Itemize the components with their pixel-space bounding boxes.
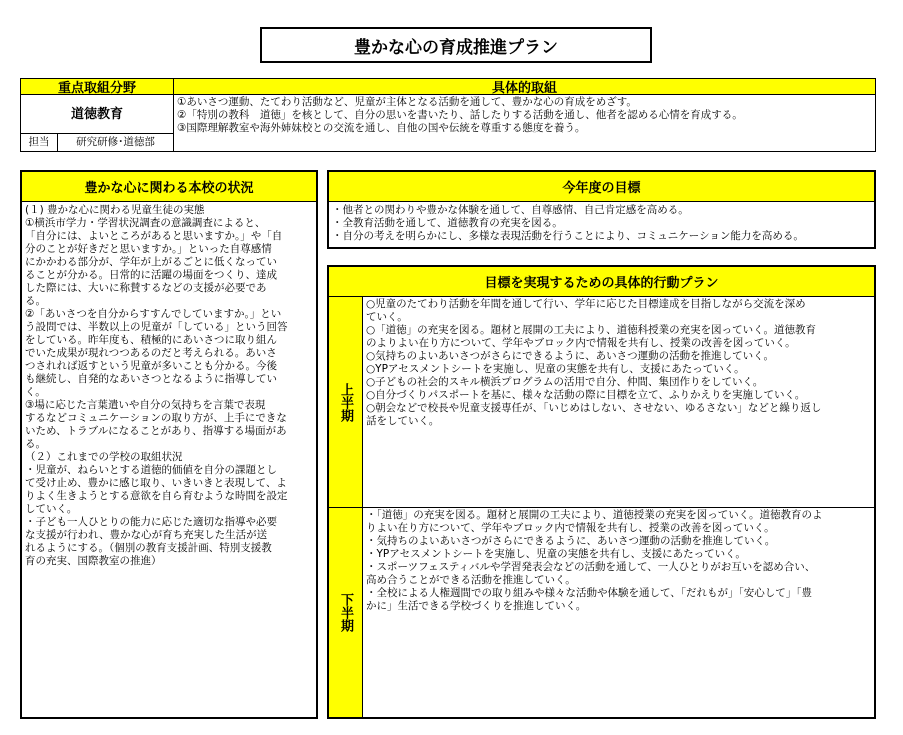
tanto-label: 担当 bbox=[20, 133, 58, 152]
action-item: ①あいさつ運動、たてわり活動など、児童が主体となる活動を通して、豊かな心の育成をめざす。 bbox=[177, 96, 637, 108]
text-line: ○子どもの社会的スキル横浜プログラムの活用で自分、仲間、集団作りをしていく。 bbox=[366, 376, 764, 388]
text-line: て受け止め、豊かに感じ取り、いきいきと表現して、よ bbox=[25, 477, 287, 489]
text-line: ○児童のたてわり活動を年間を通して行い、学年に応じた目標達成を目指しながら交流を深め bbox=[366, 298, 806, 310]
action-label: 具体的取組 bbox=[173, 78, 876, 95]
goal-item: ・他者との関わりや豊かな体験を通して、自尊感情、自己肯定感を高める。 bbox=[332, 204, 689, 216]
text-line: る。 bbox=[25, 438, 46, 450]
text-line: いため、トラブルになることがあり、指導する場面があ bbox=[25, 425, 287, 437]
text-line: く。 bbox=[25, 386, 46, 398]
text-line: ○「道徳」の充実を図る。題材と展開の工夫により、道徳科授業の充実を図っていく。道徳教育 bbox=[366, 324, 816, 336]
text-line: 育の充実、国際教室の推進） bbox=[25, 555, 162, 567]
text-line: していく。 bbox=[25, 503, 78, 515]
first-half-label: 上半期 bbox=[327, 296, 363, 508]
goals-heading: 今年度の目標 bbox=[327, 170, 876, 202]
text-line: ③場に応じた言葉遣いや自分の気持ちを言葉で表現 bbox=[25, 399, 266, 411]
text-line: ○朝会などで校長や児童支援専任が、「いじめはしない、させない、ゆるさない」などと繰り返し bbox=[366, 402, 822, 414]
area-value: 道徳教育 bbox=[20, 94, 174, 134]
text-line: 「自分には、よいところがあると思いますか。」や「自 bbox=[25, 230, 283, 242]
text-line: ・「道徳」の充実を図る。題材と展開の工夫により、道徳授業の充実を図っていく。道徳教育のよ bbox=[366, 509, 823, 521]
text-line: 分のことが好きだと思いますか。」といった自尊感情 bbox=[25, 243, 272, 255]
text-line: した際には、大いに称賛するなどの支援が必要であ bbox=[25, 282, 267, 294]
text-line: ②「あいさつを自分からすすんでしていますか。」とい bbox=[25, 308, 282, 320]
page-title: 豊かな心の育成推進プラン bbox=[260, 27, 652, 63]
text-line: ・全校による人権週間での取り組みや様々な活動や体験を通して、「だれもが」「安心して」「豊 bbox=[366, 587, 813, 599]
text-line: 高め合うことができる活動を推進していく。 bbox=[366, 574, 576, 586]
text-line: (１) 豊かな心に関わる児童生徒の実態 bbox=[25, 204, 205, 216]
goal-item: ・全教育活動を通して、道徳教育の充実を図る。 bbox=[332, 217, 563, 229]
text-line: ・スポーツフェスティバルや学習発表会などの活動を通して、一人ひとりがお互いを認め合い、 bbox=[366, 561, 816, 573]
goal-item: ・自分の考えを明らかにし、多様な表現活動を行うことにより、コミュニケーション能力を高める。 bbox=[332, 230, 804, 242]
second-half-plan bbox=[362, 507, 876, 719]
text-line: な支援が行われ、豊かな心が育ち充実した生活が送 bbox=[25, 529, 268, 541]
text-line: ることが分かる。日常的に活躍の場面をつくり、達成 bbox=[25, 269, 277, 281]
text-line: にかかわる部分が、学年が上がるごとに低くなってい bbox=[25, 256, 277, 268]
text-line: するなどコミュニケーションの取り方が、上手にできな bbox=[25, 412, 287, 424]
text-line: でいた成果が現れつつあるのだと考えられる。あいさ bbox=[25, 347, 277, 359]
tanto-value: 研究研修･道徳部 bbox=[57, 133, 174, 152]
action-item: ③国際理解教室や海外姉妹校との交流を通し、自他の国や伝統を尊重する態度を養う。 bbox=[177, 122, 586, 134]
area-label: 重点取組分野 bbox=[20, 78, 174, 95]
text-line: をしている。昨年度も、積極的にあいさつに取り組ん bbox=[25, 334, 277, 346]
text-line: る。 bbox=[25, 295, 46, 307]
action-item: ②「特別の教科 道徳」を核として、自分の思いを書いたり、話したりする活動を通し、他者を認める心情を育成する。 bbox=[177, 109, 743, 121]
text-line: れるようにする。（個別の教育支援計画、特別支援教 bbox=[25, 542, 272, 554]
text-line: ○自分づくりパスポートを基に、様々な活動の際に目標を立て、ふりかえりを実施していく。 bbox=[366, 389, 806, 401]
text-line: ①横浜市学力・学習状況調査の意識調査によると、 bbox=[25, 217, 266, 229]
text-line: かに」生活できる学校づくりを推進していく。 bbox=[366, 600, 587, 612]
second-half-label: 下半期 bbox=[327, 507, 363, 719]
text-line: ・YPアセスメントシートを実施し、児童の実態を共有し、支援にあたっていく。 bbox=[366, 548, 746, 560]
school-status-body bbox=[20, 201, 318, 719]
text-line: ○気持ちのよいあいさつがさらにできるように、あいさつ運動の活動を推進していく。 bbox=[366, 350, 774, 362]
goals-body bbox=[327, 201, 876, 249]
school-status-heading: 豊かな心に関わる本校の状況 bbox=[20, 170, 318, 202]
text-line: ○YPアセスメントシートを実施し、児童の実態を共有し、支援にあたっていく。 bbox=[366, 363, 745, 375]
text-line: も継続し、自発的なあいさつとなるように指導してい bbox=[25, 373, 277, 385]
text-line: りよく生きようとする意欲を自ら育むような時間を設定 bbox=[25, 490, 288, 502]
text-line: ていく。 bbox=[366, 311, 408, 323]
text-line: ・子ども一人ひとりの能力に応じた適切な指導や必要 bbox=[25, 516, 277, 528]
text-line: りよい在り方について、学年やブロック内で情報を共有し、授業の改善を図っていく。 bbox=[366, 522, 775, 534]
text-line: ・気持ちのよいあいさつがさらにできるように、あいさつ運動の活動を推進していく。 bbox=[366, 535, 776, 547]
text-line: のよりよい在り方について、学年やブロック内で情報を共有し、授業の改善を図っていく。 bbox=[366, 337, 796, 349]
text-line: う設問では、半数以上の児童が「している」という回答 bbox=[25, 321, 288, 333]
action-list bbox=[173, 94, 876, 152]
first-half-plan bbox=[362, 296, 876, 508]
plan-heading: 目標を実現するための具体的行動プラン bbox=[327, 265, 876, 297]
text-line: 話をしていく。 bbox=[366, 415, 440, 427]
text-line: ・児童が、ねらいとする道徳的価値を自分の課題とし bbox=[25, 464, 277, 476]
text-line: つされれば返すという児童が多いことも分かる。今後 bbox=[25, 360, 277, 372]
text-line: （２）これまでの学校の取組状況 bbox=[25, 451, 183, 463]
